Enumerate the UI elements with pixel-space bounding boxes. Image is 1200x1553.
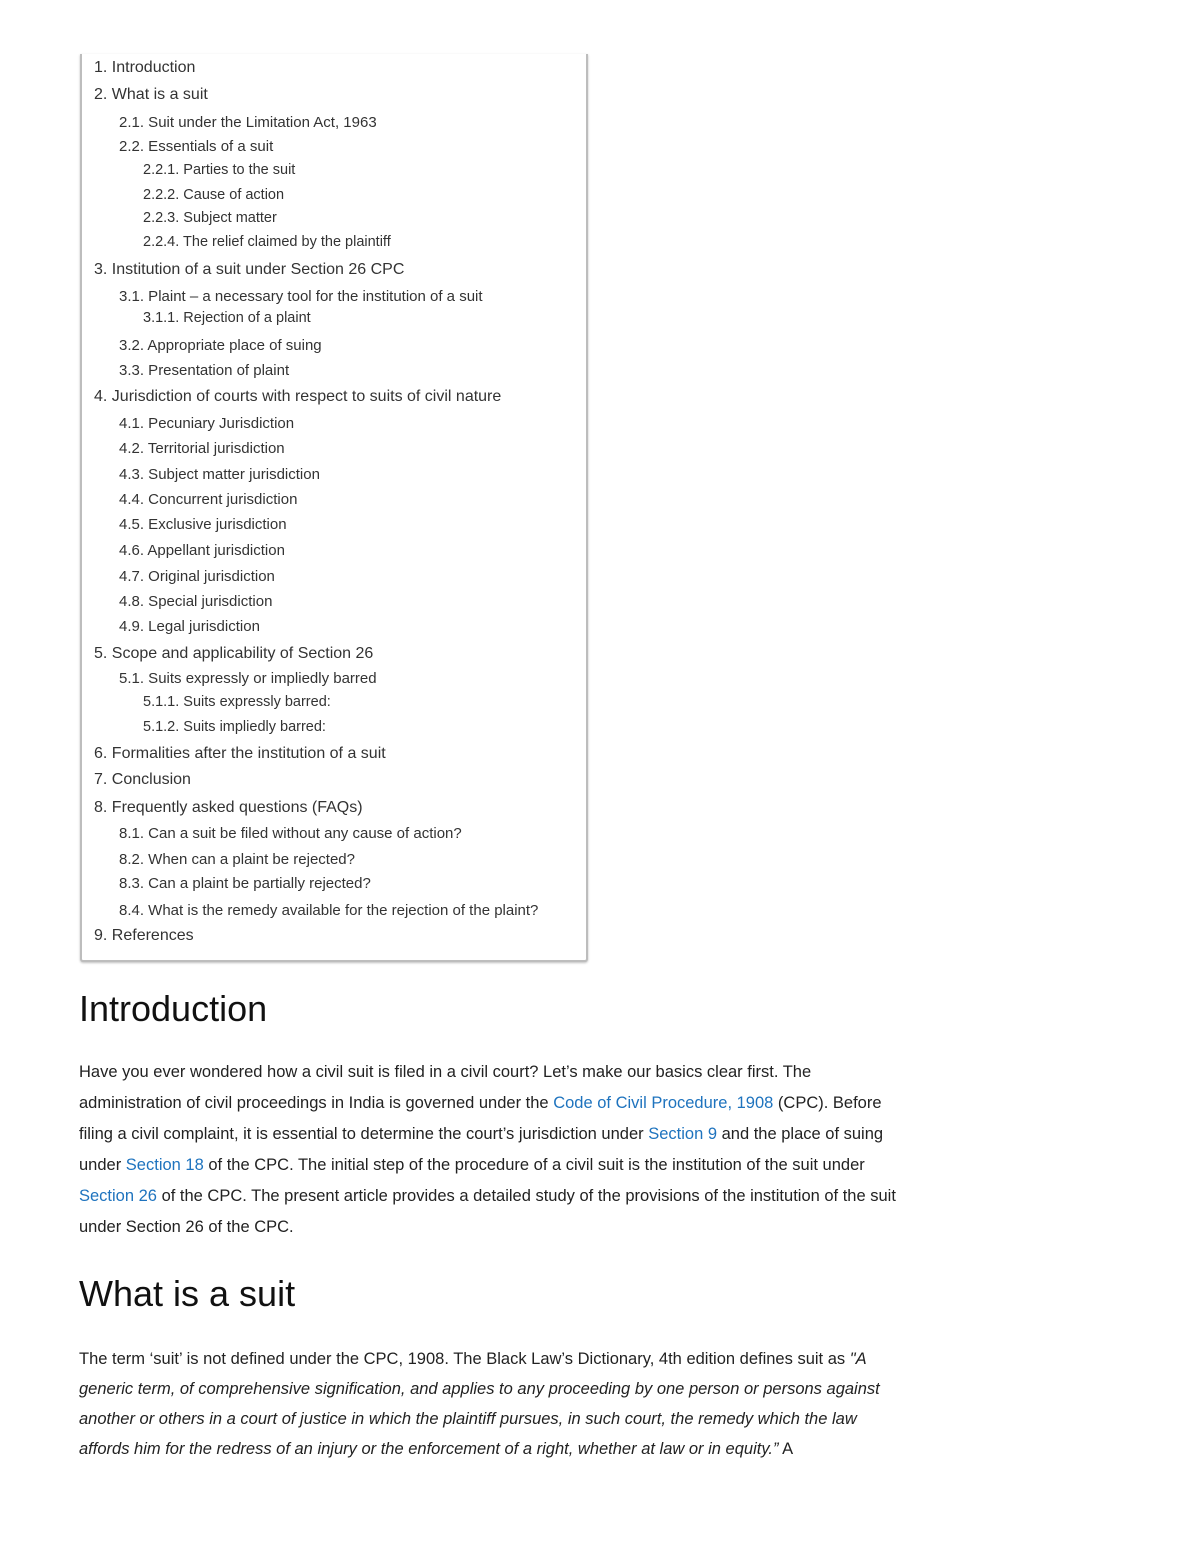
intro-text-2: (CPC). Before filing a civil complaint, it is essential to determine the court’s jurisdiction under — [79, 1094, 882, 1143]
toc-item-essentials[interactable]: 2.2. Essentials of a suit — [119, 138, 274, 155]
what-is-suit-paragraph — [79, 1344, 909, 1464]
toc-item-expressly-barred[interactable]: 5.1.1. Suits expressly barred: — [143, 694, 331, 710]
toc-item-subject-matter[interactable]: 2.2.3. Subject matter — [143, 210, 277, 226]
toc-item-formalities[interactable]: 6. Formalities after the institution of a suit — [94, 745, 386, 762]
toc-item-faq-plaint-rejected[interactable]: 8.2. When can a plaint be rejected? — [119, 851, 355, 868]
toc-item-plaint[interactable]: 3.1. Plaint – a necessary tool for the institution of a suit — [119, 288, 483, 305]
introduction-paragraph — [79, 1057, 909, 1243]
toc-item-introduction[interactable]: 1. Introduction — [94, 59, 196, 76]
toc-item-appellant[interactable]: 4.6. Appellant jurisdiction — [119, 542, 285, 559]
suit-text-2: A — [778, 1440, 794, 1458]
toc-item-faqs[interactable]: 8. Frequently asked questions (FAQs) — [94, 799, 363, 816]
intro-text-1: Have you ever wondered how a civil suit is filed in a civil court? Let’s make our basics clear first. The administration of civil proceedings in India is governed under the — [79, 1063, 812, 1112]
toc-item-legal[interactable]: 4.9. Legal jurisdiction — [119, 618, 260, 635]
toc-item-rejection-of-plaint[interactable]: 3.1.1. Rejection of a plaint — [143, 310, 311, 326]
toc-item-references[interactable]: 9. References — [94, 927, 194, 944]
toc-item-presentation-of-plaint[interactable]: 3.3. Presentation of plaint — [119, 362, 290, 379]
toc-item-what-is-a-suit[interactable]: 2. What is a suit — [94, 86, 208, 103]
toc-item-faq-cause-of-action[interactable]: 8.1. Can a suit be filed without any cause of action? — [119, 825, 462, 842]
toc-item-limitation-act[interactable]: 2.1. Suit under the Limitation Act, 1963 — [119, 114, 377, 131]
cpc-link[interactable]: Code of Civil Procedure, 1908 — [553, 1094, 774, 1112]
toc-item-faq-remedy[interactable]: 8.4. What is the remedy available for the rejection of the plaint? — [119, 902, 539, 919]
black-law-quote: "A generic term, of comprehensive signification, and applies to any proceeding by one person or persons against another or others in a court of justice in which the plaintiff pursues, in such court, the remedy which the law affords him for the redress of an injury or the enforcement of a right, whether at law or in equity.” — [79, 1350, 880, 1458]
toc-item-faq-partially-rejected[interactable]: 8.3. Can a plaint be partially rejected? — [119, 875, 371, 892]
intro-text-3: and the place of suing under — [79, 1125, 884, 1174]
toc-item-special[interactable]: 4.8. Special jurisdiction — [119, 593, 273, 610]
toc-item-suits-barred[interactable]: 5.1. Suits expressly or impliedly barred — [119, 670, 377, 687]
toc-item-relief-claimed[interactable]: 2.2.4. The relief claimed by the plaintiff — [143, 234, 391, 250]
toc-item-institution-of-suit[interactable]: 3. Institution of a suit under Section 26 CPC — [94, 261, 405, 278]
toc-item-pecuniary[interactable]: 4.1. Pecuniary Jurisdiction — [119, 415, 295, 432]
table-of-contents — [80, 54, 588, 962]
introduction-heading: Introduction — [79, 988, 268, 1029]
section-9-link[interactable]: Section 9 — [648, 1125, 718, 1143]
section-18-link[interactable]: Section 18 — [125, 1156, 204, 1174]
what-is-suit-heading: What is a suit — [79, 1273, 296, 1314]
intro-text-5: of the CPC. The present article provides a detailed study of the provisions of the institution of the suit under Section 26 of the CPC. — [79, 1187, 896, 1236]
suit-text-1: The term ‘suit’ is not defined under the CPC, 1908. The Black Law’s Dictionary, 4th edition defines suit as — [79, 1350, 850, 1368]
toc-item-jurisdiction-of-courts[interactable]: 4. Jurisdiction of courts with respect to suits of civil nature — [94, 388, 502, 405]
toc-item-parties[interactable]: 2.2.1. Parties to the suit — [143, 162, 296, 178]
toc-item-exclusive[interactable]: 4.5. Exclusive jurisdiction — [119, 516, 287, 533]
toc-item-impliedly-barred[interactable]: 5.1.2. Suits impliedly barred: — [143, 719, 326, 735]
section-26-link[interactable]: Section 26 — [79, 1187, 157, 1205]
toc-item-conclusion[interactable]: 7. Conclusion — [94, 771, 191, 788]
toc-item-concurrent[interactable]: 4.4. Concurrent jurisdiction — [119, 491, 298, 508]
toc-item-scope[interactable]: 5. Scope and applicability of Section 26 — [94, 645, 374, 662]
intro-text-4: of the CPC. The initial step of the procedure of a civil suit is the institution of the suit under — [203, 1156, 865, 1174]
toc-item-territorial[interactable]: 4.2. Territorial jurisdiction — [119, 440, 285, 457]
toc-item-cause-of-action[interactable]: 2.2.2. Cause of action — [143, 187, 285, 203]
toc-item-original[interactable]: 4.7. Original jurisdiction — [119, 568, 275, 585]
toc-item-subject-matter-jurisdiction[interactable]: 4.3. Subject matter jurisdiction — [119, 466, 320, 483]
toc-item-place-of-suing[interactable]: 3.2. Appropriate place of suing — [119, 337, 322, 354]
